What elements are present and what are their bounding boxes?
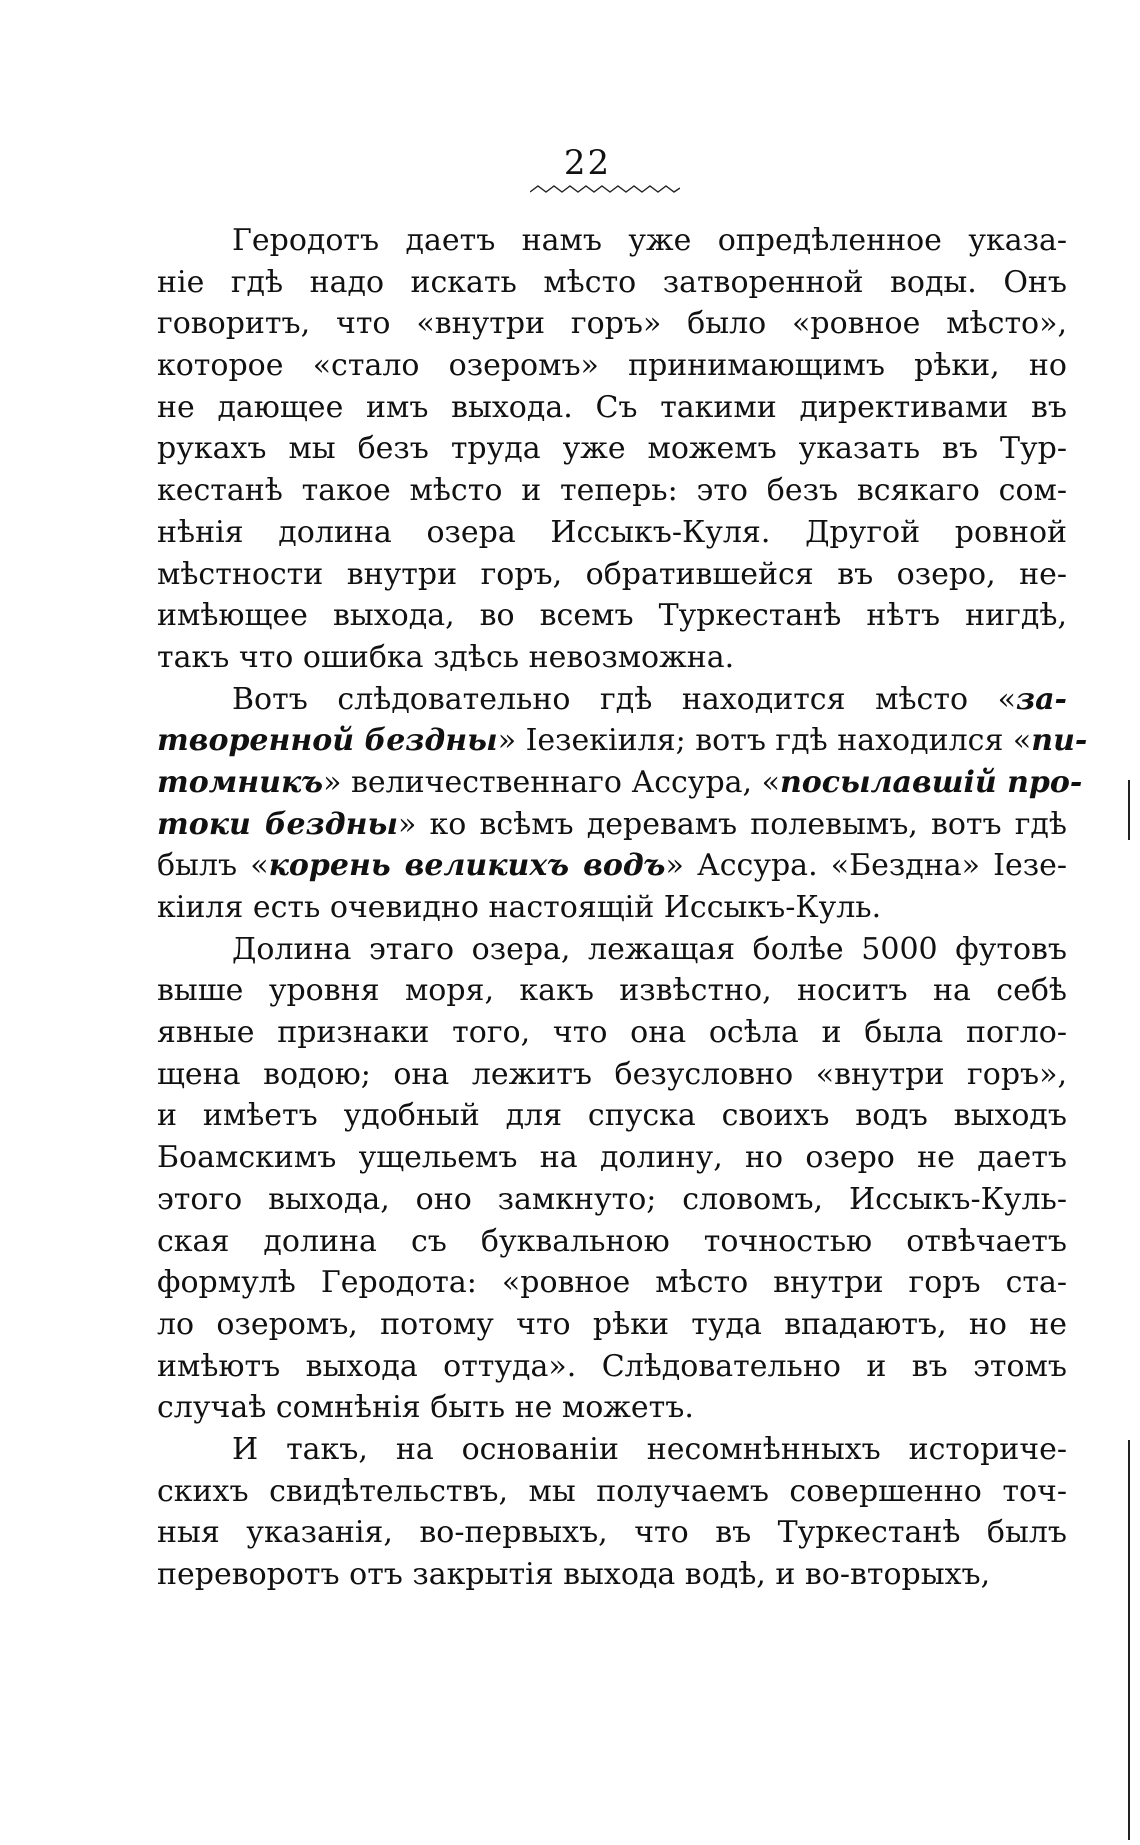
text-line: [157, 1471, 1067, 1513]
text-line: [157, 637, 1067, 679]
text-run: » ко всѣмъ деревамъ полевымъ, вотъ гдѣ: [398, 806, 1067, 842]
text-line: [157, 1137, 1067, 1179]
italic-text-run: пи-: [1031, 723, 1088, 759]
margin-rule-mark-lower: [1128, 1440, 1130, 1840]
text-run: кіиля есть очевидно настоящій Иссыкъ-Куль.: [157, 890, 882, 925]
text-line: [157, 512, 1067, 554]
text-run: имѣютъ выхода оттуда». Слѣдовательно и въ этомъ: [157, 1348, 1067, 1384]
text-run: ская долина съ буквальною точностью отвѣчаетъ: [157, 1223, 1067, 1259]
text-run: не дающее имъ выхода. Съ такими директивами въ: [157, 389, 1067, 425]
text-run: былъ «: [157, 848, 269, 884]
text-line: [157, 303, 1067, 345]
text-run: которое «стало озеромъ» принимающимъ рѣки, но: [157, 348, 1067, 384]
text-line: [157, 1179, 1067, 1221]
text-run: Боамскимъ ущельемъ на долину, но озеро не даетъ: [157, 1140, 1067, 1176]
paragraph: [157, 679, 1088, 929]
paragraph: [157, 1429, 1067, 1596]
paragraph: [157, 929, 1067, 1429]
text-line: [157, 1054, 1067, 1096]
text-run: и имѣетъ удобный для спуска своихъ водъ выходъ: [157, 1098, 1067, 1134]
text-line: [157, 595, 1067, 637]
wavy-rule-ornament: [530, 183, 680, 195]
text-line: [157, 220, 1067, 262]
text-line: [157, 262, 1067, 304]
text-line: [157, 387, 1067, 429]
text-line: [157, 845, 1067, 887]
page-number: 22: [563, 143, 612, 183]
italic-text-run: посылавшій про-: [779, 764, 1083, 800]
text-line: [157, 345, 1067, 387]
text-run: » величественнаго Ассура, «: [323, 764, 780, 800]
text-run: явные признаки того, что она осѣла и была погло-: [157, 1015, 1067, 1051]
text-line: [157, 1095, 1067, 1137]
text-run: этого выхода, оно замкнуто; словомъ, Иссыкъ-Куль-: [157, 1181, 1067, 1217]
text-line: [157, 1387, 1067, 1429]
text-run: имѣющее выхода, во всемъ Туркестанѣ нѣтъ нигдѣ,: [157, 598, 1067, 634]
text-line: [157, 1346, 1067, 1388]
text-line: [157, 970, 1067, 1012]
text-line: [157, 554, 1067, 596]
text-run: » Іезекіиля; вотъ гдѣ находился «: [497, 723, 1032, 759]
italic-text-run: токи бездны: [157, 806, 399, 842]
text-run: рукахъ мы безъ труда уже можемъ указать въ Тур-: [157, 431, 1067, 467]
text-run: ныя указанія, во-первыхъ, что въ Туркестанѣ былъ: [157, 1515, 1067, 1551]
italic-text-run: корень великихъ водъ: [268, 848, 666, 884]
text-line: [157, 804, 1067, 846]
text-line: [157, 1429, 1067, 1471]
text-run: » Ассура. «Бездна» Іезе-: [665, 848, 1067, 884]
italic-text-run: за-: [1015, 681, 1067, 717]
text-run: скихъ свидѣтельствъ, мы получаемъ совершенно точ-: [157, 1473, 1067, 1509]
text-run: Вотъ слѣдовательно гдѣ находится мѣсто «: [232, 681, 1016, 717]
body-text: [157, 220, 1088, 1596]
text-line: [157, 1512, 1067, 1554]
text-run: И такъ, на основаніи несомнѣнныхъ историче-: [232, 1431, 1067, 1467]
italic-text-run: творенной бездны: [157, 723, 498, 759]
text-line: [157, 1554, 1067, 1596]
text-line: [157, 1262, 1067, 1304]
text-line: [157, 720, 1088, 762]
text-run: Долина этаго озера, лежащая болѣе 5000 футовъ: [232, 931, 1067, 967]
text-run: выше уровня моря, какъ извѣстно, носитъ на себѣ: [157, 973, 1067, 1009]
text-line: [157, 929, 1067, 971]
text-run: ніе гдѣ надо искать мѣсто затворенной воды. Онъ: [157, 264, 1067, 300]
text-run: кестанѣ такое мѣсто и теперь: это безъ всякаго сом-: [157, 473, 1067, 509]
text-line: [157, 1012, 1067, 1054]
text-run: ло озеромъ, потому что рѣки туда впадаютъ, но не: [157, 1306, 1067, 1342]
text-run: формулѣ Геродота: «ровное мѣсто внутри горъ ста-: [157, 1265, 1067, 1301]
text-line: [157, 1304, 1067, 1346]
text-run: переворотъ отъ закрытія выхода водѣ, и во-вторыхъ,: [157, 1557, 991, 1592]
text-run: случаѣ сомнѣнія быть не можетъ.: [157, 1390, 694, 1426]
text-run: Геродотъ даетъ намъ уже опредѣленное указа-: [232, 223, 1067, 258]
text-line: [157, 762, 1083, 804]
text-run: щена водою; она лежитъ безусловно «внутри горъ»,: [157, 1056, 1067, 1092]
text-line: [157, 679, 1067, 721]
text-run: такъ что ошибка здѣсь невозможна.: [157, 639, 735, 675]
text-line: [157, 470, 1067, 512]
text-line: [157, 887, 1067, 929]
italic-text-run: томникъ: [157, 764, 324, 800]
margin-rule-mark: [1128, 780, 1130, 840]
text-line: [157, 1221, 1067, 1263]
text-run: нѣнія долина озера Иссыкъ-Куля. Другой ровной: [157, 514, 1067, 550]
text-run: мѣстности внутри горъ, обратившейся въ озеро, не-: [157, 556, 1067, 592]
text-run: говоритъ, что «внутри горъ» было «ровное мѣсто»,: [157, 306, 1067, 342]
text-line: [157, 428, 1067, 470]
paragraph: [157, 220, 1067, 679]
